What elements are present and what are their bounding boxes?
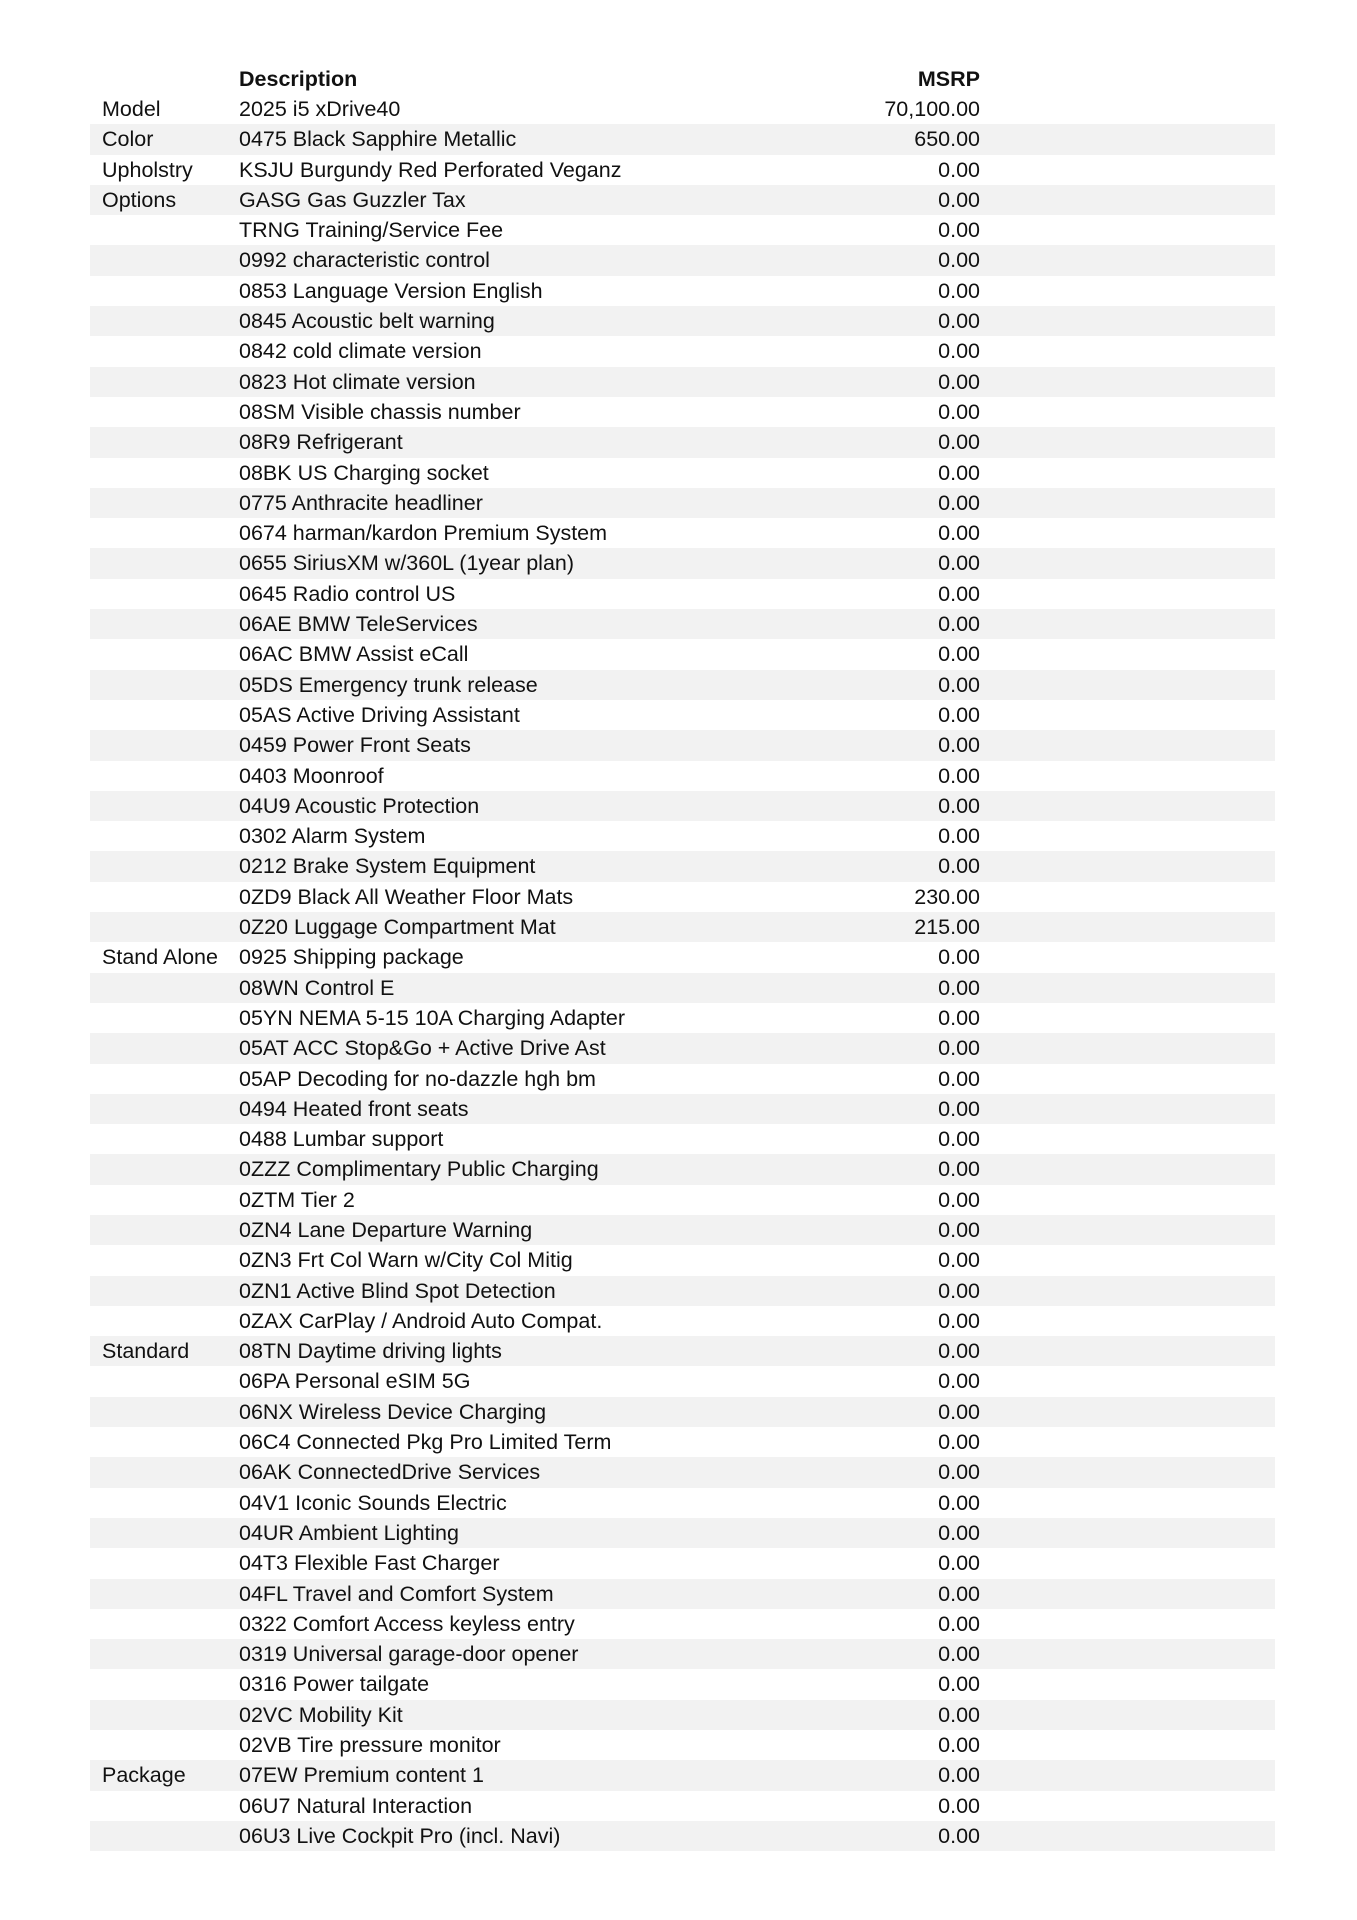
row-description: 0925 Shipping package <box>239 945 464 970</box>
table-row <box>90 245 1275 275</box>
table-row <box>90 1397 1275 1427</box>
row-msrp: 0.00 <box>938 1036 980 1061</box>
row-description: 06PA Personal eSIM 5G <box>239 1369 471 1394</box>
row-description: 04V1 Iconic Sounds Electric <box>239 1490 507 1515</box>
row-description: 0842 cold climate version <box>239 339 482 364</box>
row-description: 0823 Hot climate version <box>239 369 476 394</box>
row-msrp: 0.00 <box>938 1672 980 1697</box>
row-msrp: 0.00 <box>938 1733 980 1758</box>
table-row <box>90 215 1275 245</box>
row-msrp: 0.00 <box>938 1399 980 1424</box>
table-row <box>90 1730 1275 1760</box>
row-description: 06AK ConnectedDrive Services <box>239 1460 541 1485</box>
table-row <box>90 427 1275 457</box>
row-msrp: 0.00 <box>938 1642 980 1667</box>
row-msrp: 0.00 <box>938 1611 980 1636</box>
row-description: 0ZAX CarPlay / Android Auto Compat. <box>239 1308 603 1333</box>
row-msrp: 0.00 <box>938 1490 980 1515</box>
description-column-header: Description <box>239 67 358 91</box>
table-row <box>90 1518 1275 1548</box>
row-description: 04FL Travel and Comfort System <box>239 1581 554 1606</box>
row-description: 06AC BMW Assist eCall <box>239 642 469 667</box>
row-description: 08WN Control E <box>239 975 395 1000</box>
row-msrp: 0.00 <box>938 1369 980 1394</box>
row-description: 0322 Comfort Access keyless entry <box>239 1611 575 1636</box>
table-row <box>90 670 1275 700</box>
table-row <box>90 1245 1275 1275</box>
row-msrp: 0.00 <box>938 763 980 788</box>
msrp-column-header: MSRP <box>917 67 980 91</box>
row-msrp: 0.00 <box>938 157 980 182</box>
row-description: GASG Gas Guzzler Tax <box>239 187 466 212</box>
row-msrp: 0.00 <box>938 1339 980 1364</box>
row-msrp: 0.00 <box>938 1308 980 1333</box>
table-row <box>90 124 1275 154</box>
row-description: 0488 Lumbar support <box>239 1127 444 1152</box>
row-description: 06U7 Natural Interaction <box>239 1793 473 1818</box>
row-msrp: 0.00 <box>938 369 980 394</box>
table-row <box>90 1154 1275 1184</box>
row-msrp: 0.00 <box>938 1460 980 1485</box>
row-msrp: 0.00 <box>938 1096 980 1121</box>
row-msrp: 70,100.00 <box>884 97 980 121</box>
table-row <box>90 1366 1275 1396</box>
table-row <box>90 336 1275 366</box>
table-row <box>90 942 1275 972</box>
row-description: 07EW Premium content 1 <box>239 1763 484 1788</box>
table-row <box>90 1609 1275 1639</box>
row-category: Model <box>102 97 161 121</box>
row-description: 0ZN1 Active Blind Spot Detection <box>239 1278 556 1303</box>
table-row <box>90 94 1275 124</box>
row-description: 05AT ACC Stop&Go + Active Drive Ast <box>239 1036 606 1061</box>
row-description: 0645 Radio control US <box>239 581 456 606</box>
table-row <box>90 1336 1275 1366</box>
row-description: 0992 characteristic control <box>239 248 490 273</box>
table-row <box>90 1791 1275 1821</box>
row-description: 0ZN4 Lane Departure Warning <box>239 1217 533 1242</box>
row-msrp: 0.00 <box>938 1581 980 1606</box>
row-msrp: 0.00 <box>938 1005 980 1030</box>
row-msrp: 0.00 <box>938 1278 980 1303</box>
table-row <box>90 912 1275 942</box>
row-description: 05AP Decoding for no-dazzle hgh bm <box>239 1066 596 1091</box>
row-description: 05YN NEMA 5-15 10A Charging Adapter <box>239 1005 626 1030</box>
row-msrp: 0.00 <box>938 793 980 818</box>
row-msrp: 0.00 <box>938 187 980 212</box>
row-msrp: 0.00 <box>938 945 980 970</box>
table-row <box>90 700 1275 730</box>
row-description: 08R9 Refrigerant <box>239 430 403 455</box>
row-category: Upholstry <box>102 157 193 182</box>
row-description: 0674 harman/kardon Premium System <box>239 521 608 546</box>
row-msrp: 0.00 <box>938 1763 980 1788</box>
row-description: 02VB Tire pressure monitor <box>239 1733 501 1758</box>
row-description: 0302 Alarm System <box>239 824 426 849</box>
row-msrp: 0.00 <box>938 1793 980 1818</box>
row-description: 06U3 Live Cockpit Pro (incl. Navi) <box>239 1823 561 1848</box>
table-row <box>90 1306 1275 1336</box>
row-description: 0Z20 Luggage Compartment Mat <box>239 915 556 940</box>
row-msrp: 0.00 <box>938 460 980 485</box>
table-row <box>90 1094 1275 1124</box>
row-msrp: 0.00 <box>938 490 980 515</box>
table-row <box>90 761 1275 791</box>
row-description: 08BK US Charging socket <box>239 460 489 485</box>
table-row <box>90 367 1275 397</box>
table-row <box>90 1427 1275 1457</box>
table-row <box>90 851 1275 881</box>
row-msrp: 650.00 <box>914 127 980 152</box>
table-row <box>90 397 1275 427</box>
table-row <box>90 155 1275 185</box>
row-description: 06NX Wireless Device Charging <box>239 1399 547 1424</box>
row-description: 02VC Mobility Kit <box>239 1702 403 1727</box>
row-description: 04UR Ambient Lighting <box>239 1520 459 1545</box>
row-msrp: 0.00 <box>938 702 980 727</box>
row-msrp: 0.00 <box>938 612 980 637</box>
row-msrp: 215.00 <box>914 915 980 940</box>
row-description: 05DS Emergency trunk release <box>239 672 538 697</box>
table-header <box>90 64 1275 94</box>
table-row <box>90 791 1275 821</box>
row-msrp: 0.00 <box>938 1157 980 1182</box>
row-msrp: 0.00 <box>938 248 980 273</box>
row-description: KSJU Burgundy Red Perforated Veganz <box>239 157 622 182</box>
table-row <box>90 639 1275 669</box>
table-row <box>90 1548 1275 1578</box>
table-row <box>90 730 1275 760</box>
row-description: 0845 Acoustic belt warning <box>239 309 495 334</box>
row-description: 0494 Heated front seats <box>239 1096 469 1121</box>
row-msrp: 0.00 <box>938 1823 980 1848</box>
row-description: 05AS Active Driving Assistant <box>239 702 520 727</box>
row-msrp: 0.00 <box>938 1217 980 1242</box>
table-row <box>90 1124 1275 1154</box>
row-description: 0655 SiriusXM w/360L (1year plan) <box>239 551 575 576</box>
row-description: 04T3 Flexible Fast Charger <box>239 1551 500 1576</box>
table-row <box>90 1639 1275 1669</box>
table-row <box>90 1488 1275 1518</box>
row-description: 0459 Power Front Seats <box>239 733 471 758</box>
row-description: 06C4 Connected Pkg Pro Limited Term <box>239 1430 612 1455</box>
row-description: 0212 Brake System Equipment <box>239 854 536 879</box>
table-row <box>90 1003 1275 1033</box>
row-msrp: 0.00 <box>938 1520 980 1545</box>
table-body <box>90 94 1275 1851</box>
row-msrp: 0.00 <box>938 1127 980 1152</box>
row-msrp: 0.00 <box>938 309 980 334</box>
table-row <box>90 1457 1275 1487</box>
row-msrp: 0.00 <box>938 551 980 576</box>
table-row <box>90 518 1275 548</box>
row-description: 2025 i5 xDrive40 <box>239 97 401 121</box>
row-description: 0775 Anthracite headliner <box>239 490 483 515</box>
table-row <box>90 1579 1275 1609</box>
row-msrp: 0.00 <box>938 642 980 667</box>
table-row <box>90 185 1275 215</box>
table-row <box>90 1821 1275 1851</box>
row-description: 0316 Power tailgate <box>239 1672 430 1697</box>
table-row <box>90 1700 1275 1730</box>
options-table <box>90 64 1275 1851</box>
row-msrp: 0.00 <box>938 975 980 1000</box>
table-row <box>90 276 1275 306</box>
row-msrp: 0.00 <box>938 430 980 455</box>
row-description: 0403 Moonroof <box>239 763 384 788</box>
row-description: 0ZD9 Black All Weather Floor Mats <box>239 884 574 909</box>
row-msrp: 0.00 <box>938 1066 980 1091</box>
row-msrp: 0.00 <box>938 854 980 879</box>
row-category: Color <box>102 127 154 152</box>
table-row <box>90 1760 1275 1790</box>
table-row <box>90 1669 1275 1699</box>
row-description: 0853 Language Version English <box>239 278 543 303</box>
table-row <box>90 488 1275 518</box>
row-msrp: 0.00 <box>938 824 980 849</box>
row-description: 08SM Visible chassis number <box>239 399 521 424</box>
row-msrp: 0.00 <box>938 1551 980 1576</box>
table-row <box>90 1064 1275 1094</box>
row-description: 04U9 Acoustic Protection <box>239 793 480 818</box>
table-row <box>90 609 1275 639</box>
table-row <box>90 1033 1275 1063</box>
row-description: 08TN Daytime driving lights <box>239 1339 502 1364</box>
row-msrp: 0.00 <box>938 672 980 697</box>
row-msrp: 0.00 <box>938 581 980 606</box>
row-description: 0475 Black Sapphire Metallic <box>239 127 517 152</box>
row-msrp: 0.00 <box>938 1430 980 1455</box>
row-category: Options <box>102 187 177 212</box>
table-row <box>90 821 1275 851</box>
row-msrp: 0.00 <box>938 1702 980 1727</box>
table-row <box>90 579 1275 609</box>
row-description: TRNG Training/Service Fee <box>239 218 504 243</box>
row-description: 06AE BMW TeleServices <box>239 612 478 637</box>
row-description: 0ZN3 Frt Col Warn w/City Col Mitig <box>239 1248 573 1273</box>
table-row <box>90 1185 1275 1215</box>
row-msrp: 0.00 <box>938 1248 980 1273</box>
row-category: Package <box>102 1763 186 1788</box>
row-msrp: 230.00 <box>914 884 980 909</box>
table-row <box>90 882 1275 912</box>
row-msrp: 0.00 <box>938 399 980 424</box>
row-description: 0319 Universal garage-door opener <box>239 1642 579 1667</box>
table-row <box>90 973 1275 1003</box>
table-row <box>90 306 1275 336</box>
row-msrp: 0.00 <box>938 218 980 243</box>
row-category: Stand Alone <box>102 945 218 970</box>
row-description: 0ZZZ Complimentary Public Charging <box>239 1157 599 1182</box>
row-msrp: 0.00 <box>938 278 980 303</box>
row-msrp: 0.00 <box>938 1187 980 1212</box>
table-row <box>90 1215 1275 1245</box>
row-description: 0ZTM Tier 2 <box>239 1187 355 1212</box>
row-msrp: 0.00 <box>938 339 980 364</box>
table-row <box>90 1276 1275 1306</box>
row-msrp: 0.00 <box>938 521 980 546</box>
table-row <box>90 458 1275 488</box>
table-row <box>90 548 1275 578</box>
row-msrp: 0.00 <box>938 733 980 758</box>
row-category: Standard <box>102 1339 190 1364</box>
